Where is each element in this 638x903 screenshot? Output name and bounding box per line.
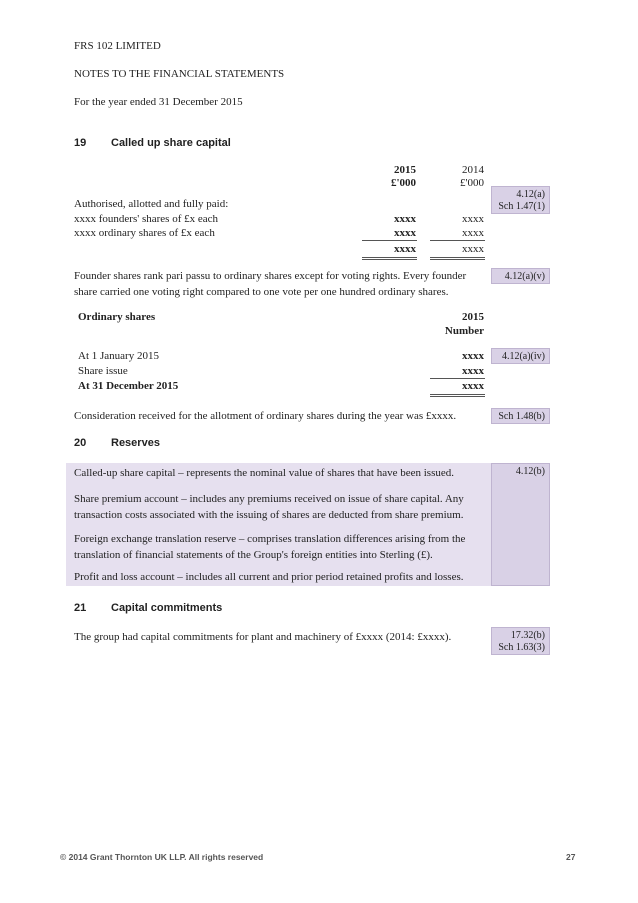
- note19-number: 19: [74, 137, 87, 149]
- subtotal-rule: [430, 240, 485, 241]
- reference-box: [491, 348, 550, 364]
- reserve-description: Share premium account – includes any premiums received on issue of share capital. Any transaction costs associated with the issuing of shares are deducted from share premium.: [74, 493, 464, 521]
- ordinary-row-label: At 31 December 2015: [78, 380, 179, 392]
- ordinary-row-value: xxxx: [462, 380, 484, 392]
- note19-title: Called up share capital: [111, 137, 231, 149]
- ordinary-shares-header: Ordinary shares: [78, 311, 156, 323]
- reference-text: 4.12(a): [516, 189, 545, 200]
- share-row-2015: xxxx: [394, 227, 416, 239]
- page-number: 27: [566, 852, 576, 862]
- reference-text: 17.32(b): [510, 630, 545, 641]
- reference-box: [491, 268, 550, 284]
- ordinary-row-value: xxxx: [462, 350, 484, 362]
- note20-title: Reserves: [111, 437, 160, 449]
- period-text: For the year ended 31 December 2015: [74, 96, 243, 108]
- ordinary-col-year: 2015: [462, 311, 484, 323]
- ordinary-row-label: Share issue: [78, 365, 128, 377]
- col-2014-unit: £'000: [460, 177, 484, 189]
- copyright-notice: © 2014 Grant Thornton UK LLP. All rights reserved: [60, 852, 264, 862]
- reference-text: 4.12(a)(v): [504, 271, 545, 282]
- col-2015-unit: £'000: [390, 177, 416, 189]
- reference-text: 4.12(b): [515, 466, 545, 477]
- total-rule: [430, 396, 485, 397]
- company-name: FRS 102 LIMITED: [74, 40, 161, 52]
- col-2015-year: 2015: [394, 164, 416, 176]
- note20-number: 20: [74, 437, 87, 449]
- reference-text: Sch 1.48(b): [498, 411, 545, 422]
- reserve-description: Foreign exchange translation reserve – comprises translation differences arising from the translation of financial statements of the Group's foreign entities into Sterling (£).: [74, 533, 466, 561]
- notes-title: NOTES TO THE FINANCIAL STATEMENTS: [74, 68, 285, 80]
- share-row-2015: xxxx: [394, 213, 416, 225]
- share-row-label: xxxx ordinary shares of £x each: [74, 227, 215, 239]
- note21-title: Capital commitments: [111, 602, 223, 614]
- reserves-highlight: [66, 463, 491, 586]
- note21-number: 21: [74, 602, 87, 614]
- reference-box: [491, 463, 550, 586]
- total-2015: xxxx: [394, 243, 416, 255]
- authorised-label: Authorised, allotted and fully paid:: [74, 198, 229, 210]
- founder-shares-text: Founder shares rank pari passu to ordinary shares except for voting rights. Every founder share carried one voting right compared to one vote per one hundred ordinary shares.: [74, 270, 467, 298]
- reference-text: Sch 1.63(3): [498, 642, 545, 653]
- total-rule: [362, 259, 417, 260]
- subtotal-rule: [362, 240, 417, 241]
- ordinary-col-unit: Number: [444, 325, 484, 337]
- reference-box: [491, 186, 550, 214]
- reference-box: [491, 627, 550, 655]
- share-row-2014: xxxx: [462, 213, 484, 225]
- share-row-label: xxxx founders' shares of £x each: [74, 213, 219, 225]
- consideration-text: Consideration received for the allotment of ordinary shares during the year was £xxxx.: [74, 410, 457, 422]
- total-2014: xxxx: [462, 243, 484, 255]
- col-2014-year: 2014: [462, 164, 484, 176]
- reserve-description: Profit and loss account – includes all current and prior period retained profits and losses.: [74, 571, 464, 583]
- ordinary-row-value: xxxx: [462, 365, 484, 377]
- ordinary-row-label: At 1 January 2015: [78, 350, 159, 362]
- reference-text: Sch 1.47(1): [498, 201, 545, 212]
- total-rule: [430, 394, 485, 395]
- total-rule: [430, 259, 485, 260]
- subtotal-rule: [430, 378, 485, 379]
- total-rule: [362, 257, 417, 258]
- total-rule: [430, 257, 485, 258]
- reserve-description: Called-up share capital – represents the nominal value of shares that have been issued.: [74, 467, 454, 479]
- reference-box: [491, 408, 550, 424]
- share-row-2014: xxxx: [462, 227, 484, 239]
- reference-text: 4.12(a)(iv): [501, 351, 545, 362]
- capital-commitments-text: The group had capital commitments for plant and machinery of £xxxx (2014: £xxxx).: [74, 631, 452, 643]
